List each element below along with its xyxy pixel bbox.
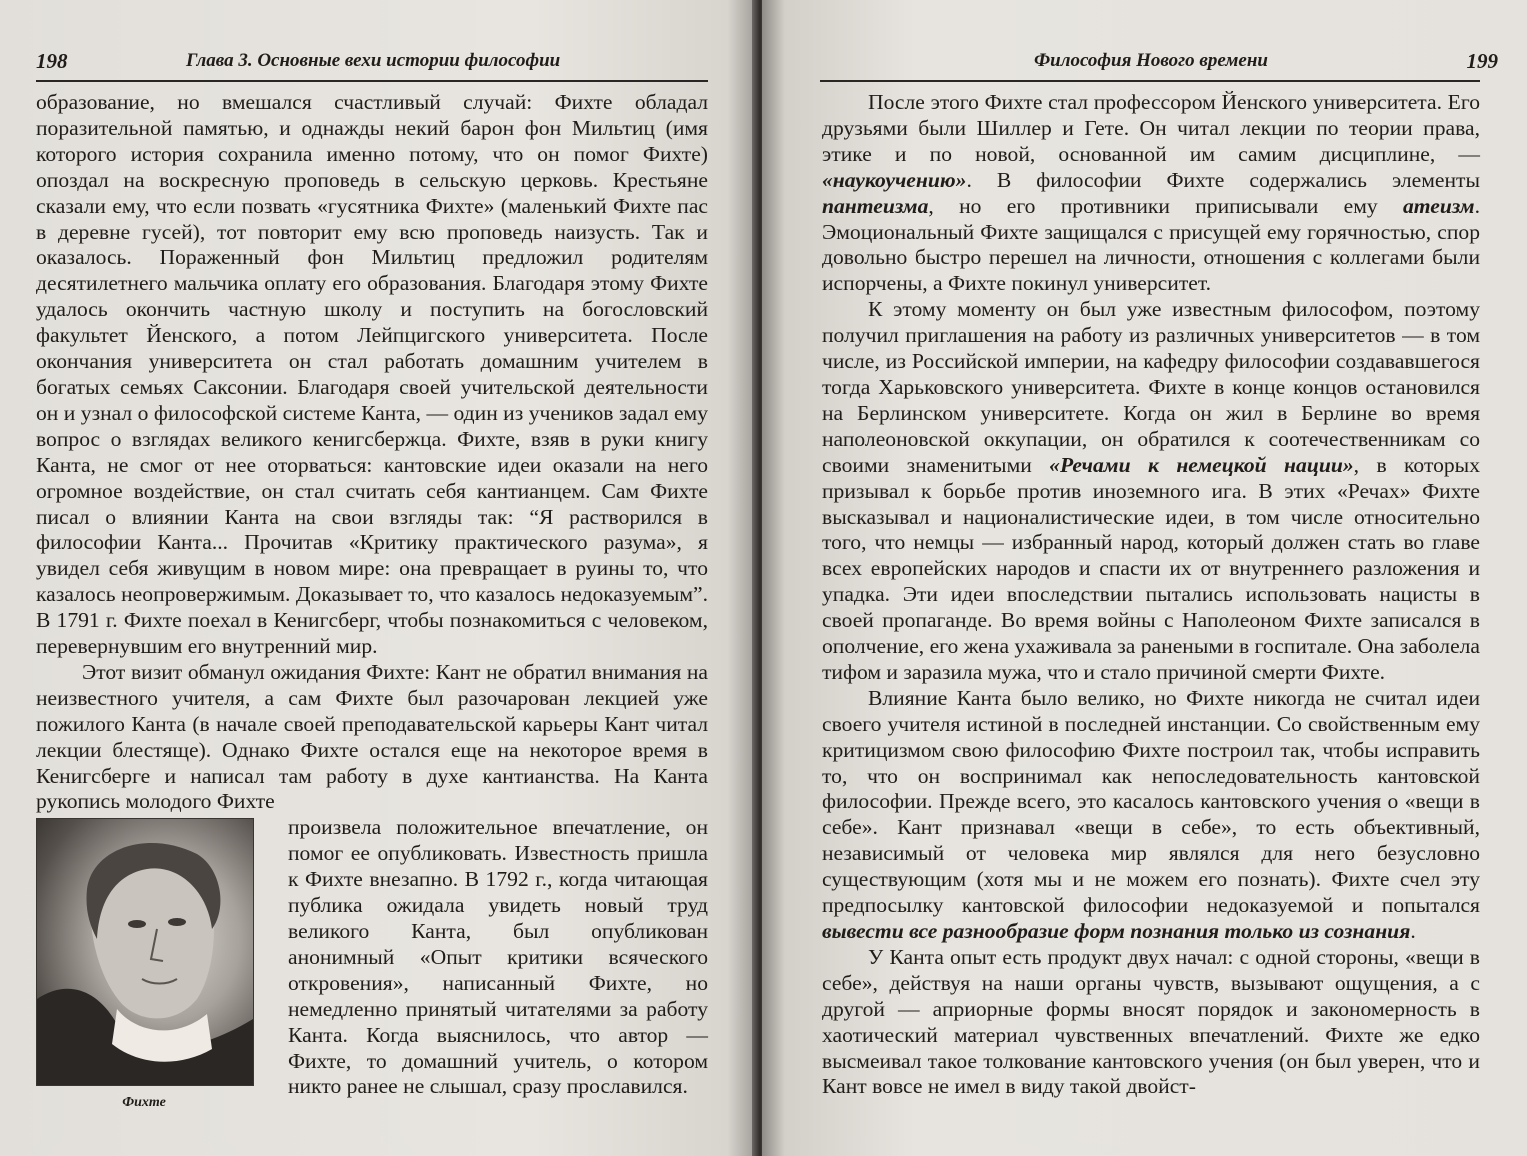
right-header-rule [820,80,1480,82]
p1-text-c: , но его противники приписывали ему [928,193,1403,218]
left-paragraph-1: образование, но вмешался счастливый случай: Фихте обладал поразительной памятью, и однажды некий барон фон Мильтиц (имя которого история сохранила именно потому, что он помог Фихте) опоздал на воскресную проповедь в сельскую церковь. Крестьяне сказали ему, что если позвать «гусятника Фихте» (маленький Фихте пас в деревне гусей), тот повторит ему всю проповедь наизусть. Так и оказалось. Пораженный фон Мильтиц предложил родителям десятилетнего мальчика оплату его образования. Благодаря этому Фихте удалось окончить частную школу и поступить на богословский факультет Йенского, а потом Лейпцигского университета. После окончания университета он стал работать домашним учителем в богатых семьях Саксонии. Благодаря своей учительской деятельности он и узнал о философской системе Канта, — один из учеников задал ему вопрос о взглядах великого кенигсбержца. Фихте, взяв в руки книгу Канта, не смог от нее оторваться: кантовские идеи оказали на него огромное воздействие, он стал считать себя кантианцем. Сам Фихте писал о влиянии Канта на свои взгляды так: “Я растворился в философии Канта... Прочитав «Критику практического разума», я увидел себя живущим в новом мире: она превращает в руины то, что казалось неопровержимым. Доказывает то, что казалось недоказуемым”. В 1791 г. Фихте поехал в Кенигсберг, чтобы познакомиться с человеком, перевернувшим его внутренний мир. [36,90,708,659]
right-page [762,0,1527,1156]
right-page-number: 199 [1466,49,1498,73]
p2-text-b: , в которых призывал к борьбе против иноземного ига. В этих «Речах» Фихте высказывал и националистические идеи, в том числе относительно того, что немцы — избранный народ, который должен стать во главе всех европейских народов и спасти их от внутреннего разложения и упадка. Эти идеи впоследствии пытались использовать нацисты в своей пропаганде. Во время войны с Наполеоном Фихте записался в ополчение, его жена ухаживала за ранеными в госпитале. Она заболела тифом и заразила мужа, что и стало причиной смерти Фихте. [822,452,1481,684]
left-header-rule [36,80,708,82]
left-page [0,0,758,1156]
right-running-head [822,44,1498,78]
right-paragraph-3 [822,686,1480,945]
left-paragraph-2-continued: произвела положительное впечатление, он помог ее опубликовать. Известность пришла к Фихте внезапно. В 1792 г., когда читающая публика ожидала увидеть новый труд великого Канта, был опубликован анонимный «Опыт критики всяческого откровения», написанный Фихте, но немедленно принятый читателями за работу Канта. Когда выяснилось, что автор — Фихте, то домашний учитель, о котором никто ранее не слышал, сразу прославился. [288,815,708,1099]
left-running-head [36,44,708,78]
fichte-portrait-image [36,818,254,1086]
term-vyvesti: вывести все разнообразие форм познания только из сознания [822,919,1411,943]
right-body-text [822,90,1480,1100]
right-paragraph-1 [822,90,1480,297]
term-panteizm: пантеизма [822,193,929,218]
right-paragraph-2 [822,297,1480,686]
right-paragraph-4: У Канта опыт есть продукт двух начал: с одной стороны, «вещи в себе», действуя на наши органы чувств, вызывают ощущения, а с другой — априорные формы вносят порядок и закономерность в хаотический материал чувственных впечатлений. Фихте же едко высмеивал такое толкование кантовского учения (он был уверен, что и Кант вовсе не имел в виду такой двойст- [822,944,1480,1099]
p1-text-a: После этого Фихте стал профессором Йенского университета. Его друзьями были Шиллер и Гете. Он читал лекции по теории права, этике и по новой, основанной им самим дисциплине, — [822,90,1480,166]
p3-text-b: . [1410,919,1416,943]
p2-text-a: К этому моменту он был уже известным философом, поэтому получил приглашения на работу из различных университетов — в том числе, из Российской империи, на кафедру философии создававшегося тогда Харьковского университета. Фихте в конце концов остановился на Берлинском университете. Когда он жил в Берлине во время наполеоновской оккупации, он обратился к соотечественникам со своими знаменитыми [822,297,1480,477]
left-paragraph-2: Этот визит обманул ожидания Фихте: Кант не обратил внимания на неизвестного учителя, а сам Фихте был разочарован лекцией уже пожилого Канта (в начале своей преподавательской карьеры Кант читал лекции блестяще). Однако Фихте остался еще на некоторое время в Кенигсберге и написал там работу в духе кантианства. На Канта рукопись молодого Фихте [36,659,708,814]
right-section-title: Философия Нового времени [1034,50,1268,71]
left-body-text [36,90,708,1119]
p1-text-b: . В философии Фихте содержались элементы [966,167,1480,192]
p1-text-d: . Эмоциональный Фихте защищался с присущей ему горячностью, спор довольно быстро перешел на личности, отношения с коллегами были испорчены, а Фихте покинул университет. [822,193,1480,296]
portrait-caption: Фихте [122,1095,166,1111]
term-ateizm: атеизм [1403,193,1475,218]
term-rechi: «Речами к немецкой нации» [1049,452,1354,477]
left-page-number: 198 [36,49,68,73]
term-naukouchenie: «наукоучению» [822,167,967,192]
portrait-figure [36,818,268,1119]
left-chapter-title: Глава 3. Основные вехи истории философии [186,50,561,71]
p3-text-a: Влияние Канта было велико, но Фихте никогда не считал идеи своего учителя истиной в последней инстанции. Со свойственным ему критицизмом свою философию Фихте построил так, чтобы исправить то, что он воспринимал как непоследовательность кантовской философии. Прежде всего, это касалось кантовского учения о «вещи в себе». Кант признавал «вещи в себе», то есть объективный, независимый от человека мир являлся для него безусловно существующим (хотя мы и не можем его познать). Фихте счел эту предпосылку кантовской философии недоказуемой и попытался [822,685,1480,918]
